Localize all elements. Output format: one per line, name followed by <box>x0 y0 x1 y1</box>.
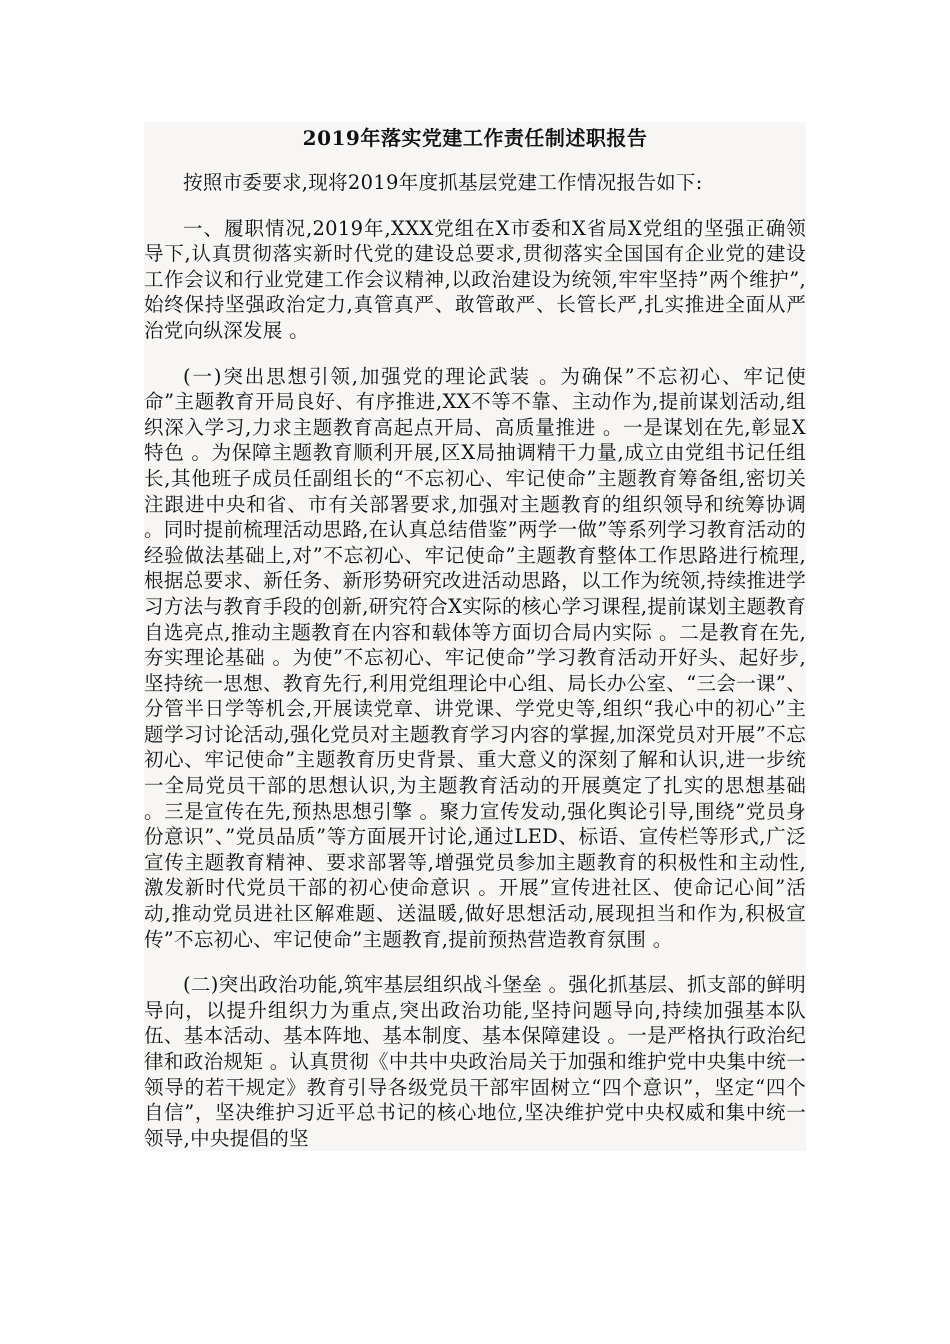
paragraph-section-1: (一)突出思想引领,加强党的理论武装 。为确保”不忘初心、牢记使命”主题教育开局良好、有序推进,XX不等不靠、主动作为,提前谋划活动,组织深入学习,力求主题教育高起点开局、高质量推进 。一是谋划在先,彰显X特色 。为保障主题教育顺利开展,区X局抽调精干力量,成立由党组书记任组长,其他班子成员任副组长的“不忘初心、牢记使命”主题教育筹备组,密切关注跟进中央和省、市有关部署要求,加强对主题教育的组织领导和统筹协调 。同时提前梳理活动思路,在认真总结借鉴”两学一做”等系列学习教育活动的经验做法基础上,对”不忘初心、牢记使命”主题教育整体工作思路进行梳理,根据总要求、新任务、新形势研究改进活动思路，以工作为统领,持续推进学习方法与教育手段的创新,研究符合X实际的核心学习课程,提前谋划主题教育自选亮点,推动主题教育在内容和载体等方面切合局内实际 。二是教育在先,夯实理论基础 。为使”不忘初心、牢记使命”学习教育活动开好头、起好步,坚持统一思想、教育先行,利用党组理论中心组、局长办公室、“三会一课”、分管半日学等机会,开展读党章、讲党课、学党史等,组织“我心中的初心”主题学习讨论活动,强化党员对主题教育学习内容的掌握,加深党员对开展”不忘初心、牢记使命”主题教育历史背景、重大意义的深刻了解和认识,进一步统一全局党员干部的思想认识,为主题教育活动的开展奠定了扎实的思想基础 。三是宣传在先,预热思想引擎 。聚力宣传发动,强化舆论引导,围绕”党员身份意识”、”党员品质”等方面展开讨论,通过LED、标语、宣传栏等形式,广泛宣传主题教育精神、要求部署等,增强党员参加主题教育的积极性和主动性,激发新时代党员干部的初心使命意识 。开展”宣传进社区、使命记心间”活动,推动党员进社区解难题、送温暖,做好思想活动,展现担当和作为,积极宣传”不忘初心、牢记使命”主题教育,提前预热营造教育氛围 。 <box>144 364 806 951</box>
paragraph-performance-overview: 一、履职情况,2019年,XXX党组在X市委和X省局X党组的坚强正确领导下,认真贯彻落实新时代党的建设总要求,贯彻落实全国国有企业党的建设工作会议和行业党建工作会议精神,以政治建设为统领,牢牢坚持”两个维护”,始终保持坚强政治定力,真管真严、敢管敢严、长管长严,扎实推进全面从严治党向纵深发展 。 <box>144 216 806 342</box>
paragraph-gap <box>144 344 806 364</box>
paragraph-gap <box>144 952 806 972</box>
document-body <box>144 122 806 1151</box>
document-title: 2019年落实党建工作责任制述职报告 <box>302 126 648 150</box>
paragraph-intro: 按照市委要求,现将2019年度抓基层党建工作情况报告如下: <box>183 171 703 194</box>
paragraph-gap <box>144 196 806 216</box>
paragraph-section-2: (二)突出政治功能,筑牢基层组织战斗堡垒 。强化抓基层、抓支部的鲜明导向，以提升组织力为重点,突出政治功能,坚持问题导向,持续加强基本队伍、基本活动、基本阵地、基本制度、基本保障建设 。一是严格执行政治纪律和政治规矩 。认真贯彻《中共中央政治局关于加强和维护党中央集中统一领导的若干规定》教育引导各级党员干部牢固树立“四个意识”，坚定“四个自信”，坚决维护习近平总书记的核心地位,坚决维护党中央权威和集中统一领导,中央提倡的坚 <box>144 973 806 1150</box>
